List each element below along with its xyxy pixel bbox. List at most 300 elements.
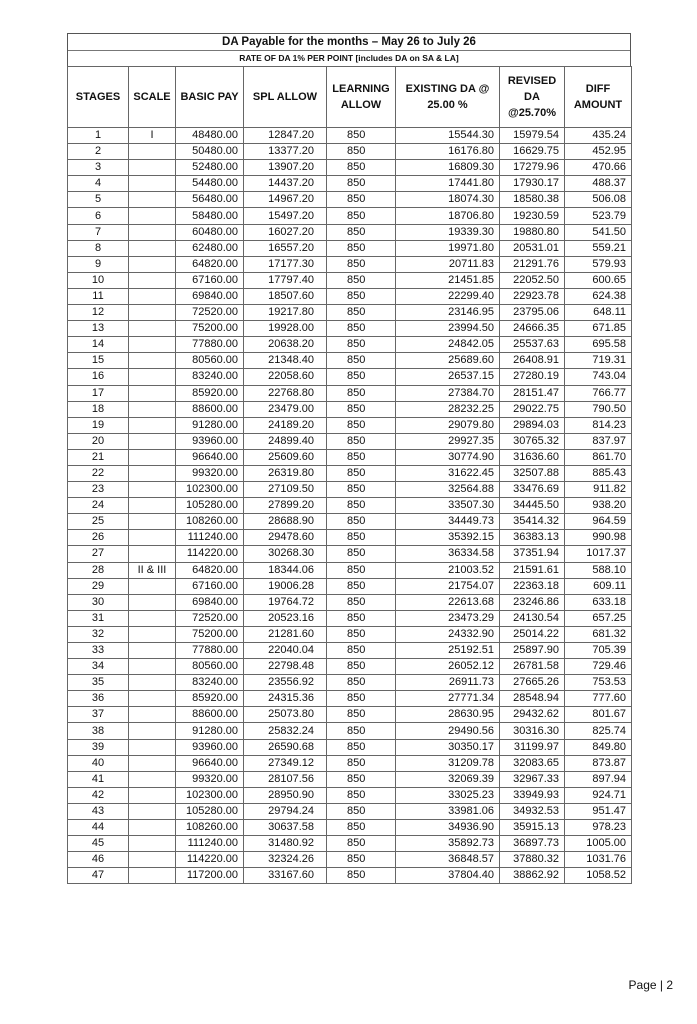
cell-diff-amount: 600.65	[565, 272, 632, 288]
cell-spl-allow: 28688.90	[244, 514, 327, 530]
cell-spl-allow: 24189.20	[244, 417, 327, 433]
cell-diff-amount: 990.98	[565, 530, 632, 546]
cell-existing-da: 35892.73	[396, 836, 500, 852]
cell-learning-allow: 850	[327, 288, 396, 304]
header-spl-allow: SPL ALLOW	[244, 67, 327, 128]
cell-spl-allow: 18344.06	[244, 562, 327, 578]
cell-basic-pay: 99320.00	[176, 771, 244, 787]
cell-existing-da: 28630.95	[396, 707, 500, 723]
cell-revised-da: 27280.19	[500, 369, 565, 385]
table-row	[68, 723, 632, 739]
table-row	[68, 707, 632, 723]
cell-learning-allow: 850	[327, 675, 396, 691]
cell-basic-pay: 102300.00	[176, 787, 244, 803]
table-title: DA Payable for the months – May 26 to July 26	[68, 34, 630, 51]
cell-stage: 35	[68, 675, 129, 691]
cell-revised-da: 22052.50	[500, 272, 565, 288]
cell-spl-allow: 19928.00	[244, 321, 327, 337]
cell-stage: 30	[68, 594, 129, 610]
cell-stage: 22	[68, 465, 129, 481]
cell-revised-da: 23246.86	[500, 594, 565, 610]
cell-existing-da: 16176.80	[396, 144, 500, 160]
cell-learning-allow: 850	[327, 224, 396, 240]
cell-diff-amount: 705.39	[565, 643, 632, 659]
cell-basic-pay: 105280.00	[176, 803, 244, 819]
cell-revised-da: 23795.06	[500, 305, 565, 321]
table-row	[68, 643, 632, 659]
cell-existing-da: 34449.73	[396, 514, 500, 530]
cell-existing-da: 32069.39	[396, 771, 500, 787]
cell-learning-allow: 850	[327, 594, 396, 610]
cell-basic-pay: 54480.00	[176, 176, 244, 192]
cell-basic-pay: 111240.00	[176, 836, 244, 852]
cell-learning-allow: 850	[327, 433, 396, 449]
cell-scale	[129, 256, 176, 272]
cell-stage: 21	[68, 449, 129, 465]
cell-basic-pay: 85920.00	[176, 691, 244, 707]
cell-existing-da: 23994.50	[396, 321, 500, 337]
cell-learning-allow: 850	[327, 836, 396, 852]
cell-revised-da: 38862.92	[500, 868, 565, 884]
cell-stage: 17	[68, 385, 129, 401]
cell-scale	[129, 321, 176, 337]
cell-stage: 32	[68, 626, 129, 642]
cell-spl-allow: 24899.40	[244, 433, 327, 449]
cell-basic-pay: 96640.00	[176, 449, 244, 465]
cell-scale	[129, 852, 176, 868]
cell-diff-amount: 648.11	[565, 305, 632, 321]
cell-stage: 29	[68, 578, 129, 594]
cell-diff-amount: 559.21	[565, 240, 632, 256]
cell-scale	[129, 498, 176, 514]
cell-stage: 42	[68, 787, 129, 803]
cell-learning-allow: 850	[327, 659, 396, 675]
cell-revised-da: 26408.91	[500, 353, 565, 369]
cell-scale	[129, 465, 176, 481]
cell-stage: 12	[68, 305, 129, 321]
cell-diff-amount: 849.80	[565, 739, 632, 755]
cell-stage: 19	[68, 417, 129, 433]
cell-spl-allow: 13377.20	[244, 144, 327, 160]
cell-revised-da: 31199.97	[500, 739, 565, 755]
table-row	[68, 144, 632, 160]
cell-stage: 28	[68, 562, 129, 578]
cell-stage: 9	[68, 256, 129, 272]
cell-spl-allow: 23556.92	[244, 675, 327, 691]
cell-stage: 18	[68, 401, 129, 417]
cell-learning-allow: 850	[327, 337, 396, 353]
cell-spl-allow: 17797.40	[244, 272, 327, 288]
cell-spl-allow: 28950.90	[244, 787, 327, 803]
cell-basic-pay: 102300.00	[176, 482, 244, 498]
cell-revised-da: 22923.78	[500, 288, 565, 304]
cell-scale	[129, 482, 176, 498]
cell-spl-allow: 19764.72	[244, 594, 327, 610]
cell-revised-da: 36897.73	[500, 836, 565, 852]
table-row	[68, 562, 632, 578]
cell-spl-allow: 23479.00	[244, 401, 327, 417]
cell-existing-da: 32564.88	[396, 482, 500, 498]
cell-existing-da: 20711.83	[396, 256, 500, 272]
table-row	[68, 192, 632, 208]
cell-revised-da: 29432.62	[500, 707, 565, 723]
cell-revised-da: 15979.54	[500, 128, 565, 144]
cell-diff-amount: 825.74	[565, 723, 632, 739]
cell-diff-amount: 609.11	[565, 578, 632, 594]
cell-spl-allow: 12847.20	[244, 128, 327, 144]
cell-learning-allow: 850	[327, 144, 396, 160]
cell-spl-allow: 24315.36	[244, 691, 327, 707]
cell-revised-da: 25014.22	[500, 626, 565, 642]
cell-existing-da: 33981.06	[396, 803, 500, 819]
table-row	[68, 385, 632, 401]
cell-spl-allow: 16027.20	[244, 224, 327, 240]
cell-learning-allow: 850	[327, 465, 396, 481]
table-row	[68, 128, 632, 144]
table-row	[68, 594, 632, 610]
cell-diff-amount: 777.60	[565, 691, 632, 707]
cell-revised-da: 25897.90	[500, 643, 565, 659]
cell-existing-da: 22613.68	[396, 594, 500, 610]
cell-basic-pay: 67160.00	[176, 272, 244, 288]
cell-existing-da: 21754.07	[396, 578, 500, 594]
cell-existing-da: 22299.40	[396, 288, 500, 304]
cell-spl-allow: 28107.56	[244, 771, 327, 787]
cell-basic-pay: 62480.00	[176, 240, 244, 256]
cell-existing-da: 21451.85	[396, 272, 500, 288]
cell-spl-allow: 31480.92	[244, 836, 327, 852]
cell-stage: 20	[68, 433, 129, 449]
cell-scale	[129, 530, 176, 546]
cell-stage: 14	[68, 337, 129, 353]
cell-existing-da: 31209.78	[396, 755, 500, 771]
cell-existing-da: 21003.52	[396, 562, 500, 578]
cell-diff-amount: 729.46	[565, 659, 632, 675]
cell-spl-allow: 21281.60	[244, 626, 327, 642]
cell-diff-amount: 470.66	[565, 160, 632, 176]
cell-learning-allow: 850	[327, 449, 396, 465]
cell-diff-amount: 624.38	[565, 288, 632, 304]
cell-spl-allow: 19217.80	[244, 305, 327, 321]
cell-learning-allow: 850	[327, 803, 396, 819]
cell-basic-pay: 117200.00	[176, 868, 244, 884]
cell-spl-allow: 22768.80	[244, 385, 327, 401]
cell-existing-da: 33507.30	[396, 498, 500, 514]
cell-spl-allow: 30268.30	[244, 546, 327, 562]
cell-existing-da: 16809.30	[396, 160, 500, 176]
cell-learning-allow: 850	[327, 192, 396, 208]
cell-learning-allow: 850	[327, 385, 396, 401]
cell-basic-pay: 96640.00	[176, 755, 244, 771]
cell-scale	[129, 868, 176, 884]
cell-spl-allow: 27349.12	[244, 755, 327, 771]
cell-revised-da: 27665.26	[500, 675, 565, 691]
cell-learning-allow: 850	[327, 401, 396, 417]
cell-scale	[129, 643, 176, 659]
cell-existing-da: 30774.90	[396, 449, 500, 465]
cell-diff-amount: 911.82	[565, 482, 632, 498]
cell-scale	[129, 449, 176, 465]
cell-basic-pay: 64820.00	[176, 562, 244, 578]
cell-scale	[129, 337, 176, 353]
cell-stage: 13	[68, 321, 129, 337]
table-row	[68, 176, 632, 192]
cell-revised-da: 28548.94	[500, 691, 565, 707]
table-row	[68, 739, 632, 755]
cell-stage: 1	[68, 128, 129, 144]
header-diff-amount: DIFF AMOUNT	[565, 67, 632, 128]
cell-stage: 37	[68, 707, 129, 723]
cell-diff-amount: 978.23	[565, 820, 632, 836]
cell-existing-da: 25192.51	[396, 643, 500, 659]
cell-scale	[129, 546, 176, 562]
cell-stage: 6	[68, 208, 129, 224]
cell-learning-allow: 850	[327, 707, 396, 723]
table-row	[68, 546, 632, 562]
cell-scale	[129, 160, 176, 176]
cell-spl-allow: 27109.50	[244, 482, 327, 498]
table-row	[68, 449, 632, 465]
cell-spl-allow: 18507.60	[244, 288, 327, 304]
cell-scale	[129, 739, 176, 755]
cell-scale	[129, 176, 176, 192]
cell-spl-allow: 20638.20	[244, 337, 327, 353]
cell-stage: 27	[68, 546, 129, 562]
cell-scale	[129, 144, 176, 160]
table-row	[68, 256, 632, 272]
table-row	[68, 610, 632, 626]
header-learning-allow: LEARNING ALLOW	[327, 67, 396, 128]
cell-learning-allow: 850	[327, 256, 396, 272]
cell-stage: 25	[68, 514, 129, 530]
header-existing-da: EXISTING DA @ 25.00 %	[396, 67, 500, 128]
cell-scale	[129, 755, 176, 771]
cell-stage: 41	[68, 771, 129, 787]
cell-learning-allow: 850	[327, 723, 396, 739]
table-row	[68, 482, 632, 498]
cell-learning-allow: 850	[327, 417, 396, 433]
cell-diff-amount: 633.18	[565, 594, 632, 610]
cell-scale	[129, 610, 176, 626]
cell-scale	[129, 401, 176, 417]
cell-basic-pay: 67160.00	[176, 578, 244, 594]
cell-scale: II & III	[129, 562, 176, 578]
cell-stage: 7	[68, 224, 129, 240]
cell-existing-da: 26537.15	[396, 369, 500, 385]
table-row	[68, 514, 632, 530]
da-table	[67, 66, 632, 884]
cell-stage: 45	[68, 836, 129, 852]
cell-learning-allow: 850	[327, 240, 396, 256]
cell-stage: 10	[68, 272, 129, 288]
cell-revised-da: 33476.69	[500, 482, 565, 498]
da-table-sheet	[67, 33, 631, 884]
cell-scale	[129, 723, 176, 739]
table-subtitle: RATE OF DA 1% PER POINT [includes DA on SA & LA]	[239, 53, 459, 63]
cell-learning-allow: 850	[327, 546, 396, 562]
cell-revised-da: 30765.32	[500, 433, 565, 449]
cell-existing-da: 15544.30	[396, 128, 500, 144]
cell-revised-da: 20531.01	[500, 240, 565, 256]
cell-revised-da: 30316.30	[500, 723, 565, 739]
title-box	[67, 33, 631, 66]
cell-spl-allow: 22058.60	[244, 369, 327, 385]
cell-scale	[129, 691, 176, 707]
cell-scale	[129, 240, 176, 256]
cell-diff-amount: 1058.52	[565, 868, 632, 884]
cell-basic-pay: 93960.00	[176, 433, 244, 449]
cell-scale	[129, 803, 176, 819]
cell-existing-da: 24842.05	[396, 337, 500, 353]
cell-basic-pay: 88600.00	[176, 401, 244, 417]
cell-existing-da: 35392.15	[396, 530, 500, 546]
cell-diff-amount: 951.47	[565, 803, 632, 819]
cell-spl-allow: 32324.26	[244, 852, 327, 868]
table-row	[68, 803, 632, 819]
table-row	[68, 353, 632, 369]
cell-stage: 31	[68, 610, 129, 626]
cell-stage: 26	[68, 530, 129, 546]
cell-revised-da: 37880.32	[500, 852, 565, 868]
cell-diff-amount: 814.23	[565, 417, 632, 433]
cell-diff-amount: 588.10	[565, 562, 632, 578]
cell-basic-pay: 105280.00	[176, 498, 244, 514]
cell-existing-da: 29927.35	[396, 433, 500, 449]
cell-scale	[129, 659, 176, 675]
cell-basic-pay: 83240.00	[176, 675, 244, 691]
cell-diff-amount: 695.58	[565, 337, 632, 353]
cell-spl-allow: 25073.80	[244, 707, 327, 723]
cell-existing-da: 17441.80	[396, 176, 500, 192]
cell-scale	[129, 385, 176, 401]
table-row	[68, 691, 632, 707]
table-row	[68, 401, 632, 417]
cell-diff-amount: 657.25	[565, 610, 632, 626]
table-body	[68, 128, 632, 884]
cell-learning-allow: 850	[327, 691, 396, 707]
table-row	[68, 321, 632, 337]
cell-basic-pay: 93960.00	[176, 739, 244, 755]
cell-spl-allow: 14967.20	[244, 192, 327, 208]
cell-revised-da: 32507.88	[500, 465, 565, 481]
cell-learning-allow: 850	[327, 578, 396, 594]
cell-spl-allow: 20523.16	[244, 610, 327, 626]
cell-revised-da: 31636.60	[500, 449, 565, 465]
header-stages: STAGES	[68, 67, 129, 128]
cell-scale	[129, 836, 176, 852]
cell-stage: 4	[68, 176, 129, 192]
cell-scale	[129, 353, 176, 369]
cell-spl-allow: 33167.60	[244, 868, 327, 884]
cell-diff-amount: 488.37	[565, 176, 632, 192]
cell-diff-amount: 861.70	[565, 449, 632, 465]
table-row	[68, 305, 632, 321]
table-row	[68, 417, 632, 433]
cell-diff-amount: 506.08	[565, 192, 632, 208]
cell-basic-pay: 75200.00	[176, 626, 244, 642]
cell-learning-allow: 850	[327, 369, 396, 385]
cell-spl-allow: 22040.04	[244, 643, 327, 659]
cell-basic-pay: 72520.00	[176, 305, 244, 321]
table-row	[68, 659, 632, 675]
cell-basic-pay: 91280.00	[176, 723, 244, 739]
cell-existing-da: 34936.90	[396, 820, 500, 836]
cell-existing-da: 27384.70	[396, 385, 500, 401]
cell-stage: 36	[68, 691, 129, 707]
cell-scale	[129, 208, 176, 224]
cell-stage: 44	[68, 820, 129, 836]
cell-existing-da: 29079.80	[396, 417, 500, 433]
cell-spl-allow: 25832.24	[244, 723, 327, 739]
cell-revised-da: 26781.58	[500, 659, 565, 675]
cell-diff-amount: 964.59	[565, 514, 632, 530]
cell-revised-da: 32083.65	[500, 755, 565, 771]
cell-learning-allow: 850	[327, 208, 396, 224]
cell-scale	[129, 771, 176, 787]
cell-stage: 33	[68, 643, 129, 659]
table-row	[68, 337, 632, 353]
table-row	[68, 240, 632, 256]
cell-basic-pay: 50480.00	[176, 144, 244, 160]
table-row	[68, 675, 632, 691]
cell-basic-pay: 48480.00	[176, 128, 244, 144]
cell-spl-allow: 26590.68	[244, 739, 327, 755]
cell-diff-amount: 452.95	[565, 144, 632, 160]
cell-stage: 38	[68, 723, 129, 739]
cell-revised-da: 34932.53	[500, 803, 565, 819]
cell-existing-da: 36334.58	[396, 546, 500, 562]
cell-diff-amount: 938.20	[565, 498, 632, 514]
cell-revised-da: 19880.80	[500, 224, 565, 240]
cell-diff-amount: 671.85	[565, 321, 632, 337]
cell-scale	[129, 820, 176, 836]
table-row	[68, 208, 632, 224]
header-revised-da: REVISED DA @25.70%	[500, 67, 565, 128]
table-row	[68, 433, 632, 449]
cell-scale	[129, 514, 176, 530]
table-row	[68, 224, 632, 240]
cell-scale	[129, 626, 176, 642]
cell-scale	[129, 288, 176, 304]
cell-basic-pay: 85920.00	[176, 385, 244, 401]
table-row	[68, 578, 632, 594]
cell-stage: 16	[68, 369, 129, 385]
cell-stage: 2	[68, 144, 129, 160]
cell-revised-da: 33949.93	[500, 787, 565, 803]
cell-basic-pay: 52480.00	[176, 160, 244, 176]
cell-spl-allow: 26319.80	[244, 465, 327, 481]
table-row	[68, 787, 632, 803]
cell-basic-pay: 80560.00	[176, 353, 244, 369]
table-row	[68, 820, 632, 836]
cell-learning-allow: 850	[327, 820, 396, 836]
cell-revised-da: 18580.38	[500, 192, 565, 208]
cell-diff-amount: 541.50	[565, 224, 632, 240]
table-row	[68, 465, 632, 481]
cell-diff-amount: 743.04	[565, 369, 632, 385]
cell-diff-amount: 753.53	[565, 675, 632, 691]
cell-learning-allow: 850	[327, 498, 396, 514]
cell-stage: 46	[68, 852, 129, 868]
cell-revised-da: 21291.76	[500, 256, 565, 272]
cell-stage: 34	[68, 659, 129, 675]
cell-revised-da: 17930.17	[500, 176, 565, 192]
cell-basic-pay: 88600.00	[176, 707, 244, 723]
cell-revised-da: 29022.75	[500, 401, 565, 417]
cell-stage: 15	[68, 353, 129, 369]
cell-basic-pay: 69840.00	[176, 594, 244, 610]
cell-spl-allow: 13907.20	[244, 160, 327, 176]
